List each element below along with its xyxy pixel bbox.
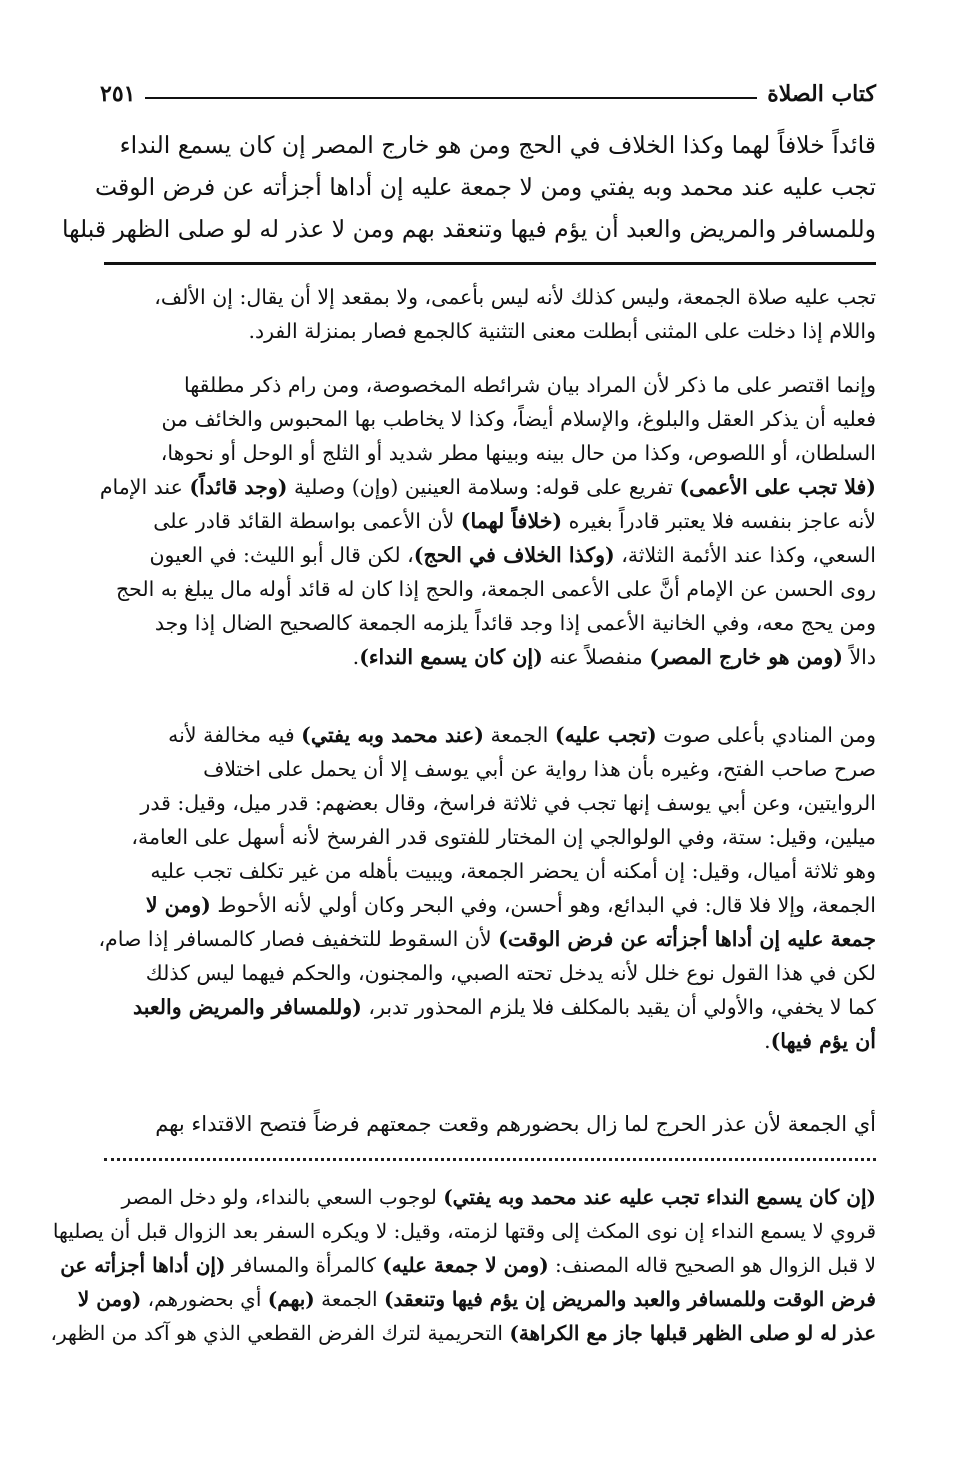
bold-quote: جمعة عليه إن أداها أجزأته عن فرض الوقت) <box>498 927 876 951</box>
footnote-bottom <box>50 1180 876 1350</box>
bold-quote: (إن أداها أجزأته عن <box>60 1253 226 1277</box>
text-run: روى الحسن عن الإمام أنَّ على الأعمى الجمعة، والحج إذا كان له قائد أوله مال يبلغ به الحج <box>115 577 876 601</box>
text-line <box>100 786 876 820</box>
text-line <box>100 990 876 1024</box>
page-number: ٢٥١ <box>100 81 136 107</box>
footnote-top <box>100 1106 876 1142</box>
text-run: وإنما اقتصر على ما ذكر لأن المراد بيان شرائطه المخصوصة، ومن رام ذكر مطلقها <box>183 373 876 397</box>
text-run: وهو ثلاثة أميال، وقيل: إن أمكنه أن يحضر الجمعة، ويبيت بأهله من غير تكلف تجب عليه <box>150 859 876 883</box>
text-run: السلطان، أو اللصوص، وكذا من حال بينه وبينها مطر شديد أو الثلج أو الوحل أو نحوها، <box>160 441 876 465</box>
bold-quote: عذر له لو صلى الظهر قبلها جاز مع الكراهة) <box>509 1321 876 1345</box>
text-run: كالمرأة والمسافر <box>225 1253 383 1277</box>
text-line <box>100 752 876 786</box>
text-run: عند الإمام <box>99 475 190 499</box>
matn-line: تجب عليه عند محمد وبه يفتي ومن لا جمعة عليه إن أداها أجزأته عن فرض الوقت <box>94 173 876 201</box>
text-run: قروي لا يسمع النداء إن نوى المكث إلى وقتها لزمته، وقيل: لا ويكره السفر بعد الزوال قبل أن يصليها <box>52 1219 876 1243</box>
dotted-separator <box>104 1158 876 1161</box>
chapter-title: كتاب الصلاة <box>767 81 876 107</box>
bold-quote: (ومن لا <box>77 1287 142 1311</box>
text-line <box>100 368 876 402</box>
matn-text <box>61 124 876 250</box>
commentary-paragraph-3 <box>100 718 876 1058</box>
text-line <box>100 718 876 752</box>
text-run: منفصلاً عنه <box>542 645 650 669</box>
bold-quote: (إن كان يسمع النداء تجب عليه عند محمد وبه يفتي) <box>443 1185 876 1209</box>
bold-quote: (فلا تجب على الأعمى) <box>679 475 876 499</box>
text-run: الروايتين، وعن أبي يوسف إنها تجب في ثلاثة فراسخ، وقال بعضهم: قدر ميل، وقيل: قدر <box>140 791 876 815</box>
text-line <box>100 640 876 674</box>
text-line <box>100 436 876 470</box>
text-line <box>50 1316 876 1350</box>
bold-quote: (وللمسافر والمريض والعبد <box>132 995 362 1019</box>
text-run: لأن الأعمى بواسطة القائد قادر على <box>153 509 461 533</box>
bold-quote: (ومن هو خارج المصر) <box>649 645 843 669</box>
commentary-paragraph-2 <box>100 368 876 674</box>
text-line <box>100 402 876 436</box>
text-run: ، لكن قال أبو الليث: في العيون <box>149 543 414 567</box>
bold-quote: (ومن لا جمعة عليه) <box>382 1253 549 1277</box>
text-run: التحريمية لترك الفرض القطعي الذي هو آكد من الظهر، <box>50 1321 510 1345</box>
bold-quote: (وكذا الخلاف في الحج) <box>413 543 615 567</box>
bold-quote: (إن كان يسمع النداء) <box>359 645 543 669</box>
footnote-line: أي الجمعة لأن عذر الحرج لما زال بحضورهم وقعت جمعتهم فرضاً فتصح الاقتداء بهم <box>155 1112 876 1136</box>
commentary-paragraph-1 <box>100 280 876 348</box>
text-run: دالاً <box>842 645 876 669</box>
text-line <box>60 1248 876 1282</box>
text-line <box>100 470 876 504</box>
text-run: فيه مخالفة لأنه <box>168 723 302 747</box>
bold-quote: فرض الوقت وللمسافر والعبد والمريض إن يؤم فيها وتنعقد) <box>383 1287 876 1311</box>
text-run: لأنه عاجز بنفسه فلا يعتبر قادراً بغيره <box>562 509 876 533</box>
text-line <box>100 922 876 956</box>
bold-quote: (ومن لا <box>145 893 211 917</box>
text-run: الجمعة، وإلا فلا قال: في البدائع، وهو أحسن، وفي البحر وكان أولي لأنه الأحوط <box>210 893 876 917</box>
text-run: الجمعة <box>314 1287 384 1311</box>
bold-quote: أن يؤم فيها) <box>770 1029 876 1053</box>
text-run: لوجوب السعي بالنداء، ولو دخل المصر <box>121 1185 444 1209</box>
text-line <box>100 888 876 922</box>
text-run: ومن المنادي بأعلى صوت <box>656 723 876 747</box>
bold-quote: (عند محمد وبه يفتي) <box>301 723 484 747</box>
text-line <box>100 854 876 888</box>
bold-quote: (وجد قائداً) <box>189 475 288 499</box>
text-run: السعي، وكذا عند الأئمة الثلاثة، <box>614 543 876 567</box>
header-rule <box>145 97 757 99</box>
text-run: لا قبل الزوال هو الصحيح قاله المصنف: <box>548 1253 876 1277</box>
text-line <box>100 606 876 640</box>
matn-line: قائداً خلافاً لهما وكذا الخلاف في الحج ومن هو خارج المصر إن كان يسمع النداء <box>119 131 876 159</box>
matn-separator-rule <box>104 262 876 265</box>
commentary-line: تجب عليه صلاة الجمعة، وليس كذلك لأنه ليس بأعمى، ولا بمقعد إلا أن يقال: إن الألف، <box>154 285 876 309</box>
text-run: تفريع على قوله: وسلامة العينين (وإن) وصلية <box>287 475 680 499</box>
text-run: . <box>764 1029 771 1053</box>
matn-line: وللمسافر والمريض والعبد أن يؤم فيها وتنعقد بهم ومن لا عذر له لو صلى الظهر قبلها <box>61 215 876 243</box>
page-header <box>100 76 876 112</box>
text-run: . <box>352 645 360 669</box>
text-line <box>100 572 876 606</box>
text-line <box>52 1214 876 1248</box>
text-line <box>77 1282 876 1316</box>
text-run: ميلين، وقيل: ستة، وفي الولوالجي إن المختار للفتوى قدر الفرسخ لأنه أسهل على العامة، <box>131 825 876 849</box>
bold-quote: (خلافاً لهما) <box>460 509 563 533</box>
text-run: لكن في هذا القول نوع خلل لأنه يدخل تحته الصبي، والمجنون، والحكم فيهما ليس كذلك <box>145 961 876 985</box>
text-run: ومن يحج معه، وفي الخانية الأعمى إذا وجد قائداً يلزمه الجمعة كالصحيح الضال إذا وجد <box>154 611 876 635</box>
commentary-line: واللام إذا دخلت على المثنى أبطلت معنى التثنية كالجمع فصار بمنزلة الفرد. <box>248 319 876 343</box>
text-line <box>100 820 876 854</box>
text-run: أي بحضورهم، <box>141 1287 268 1311</box>
text-run: فعليه أن يذكر العقل والبلوغ، والإسلام أيضاً، وكذا لا يخاطب بها المحبوس والخائف من <box>161 407 876 431</box>
text-run: صرح صاحب الفتح، وغيره بأن هذا رواية عن أبي يوسف إلا أن يحمل على اختلاف <box>203 757 876 781</box>
text-run: كما لا يخفي، والأولي أن يقيد بالمكلف فلا يلزم المحذور تدبر، <box>361 995 876 1019</box>
text-line <box>100 956 876 990</box>
text-line <box>100 538 876 572</box>
text-line <box>100 1180 876 1214</box>
text-run: لأن السقوط للتخفيف فصار كالمسافر إذا صام، <box>98 927 499 951</box>
bold-quote: (بهم) <box>267 1287 315 1311</box>
bold-quote: (تجب عليه) <box>554 723 657 747</box>
text-run: الجمعة <box>483 723 555 747</box>
text-line <box>100 504 876 538</box>
text-line <box>100 1024 876 1058</box>
